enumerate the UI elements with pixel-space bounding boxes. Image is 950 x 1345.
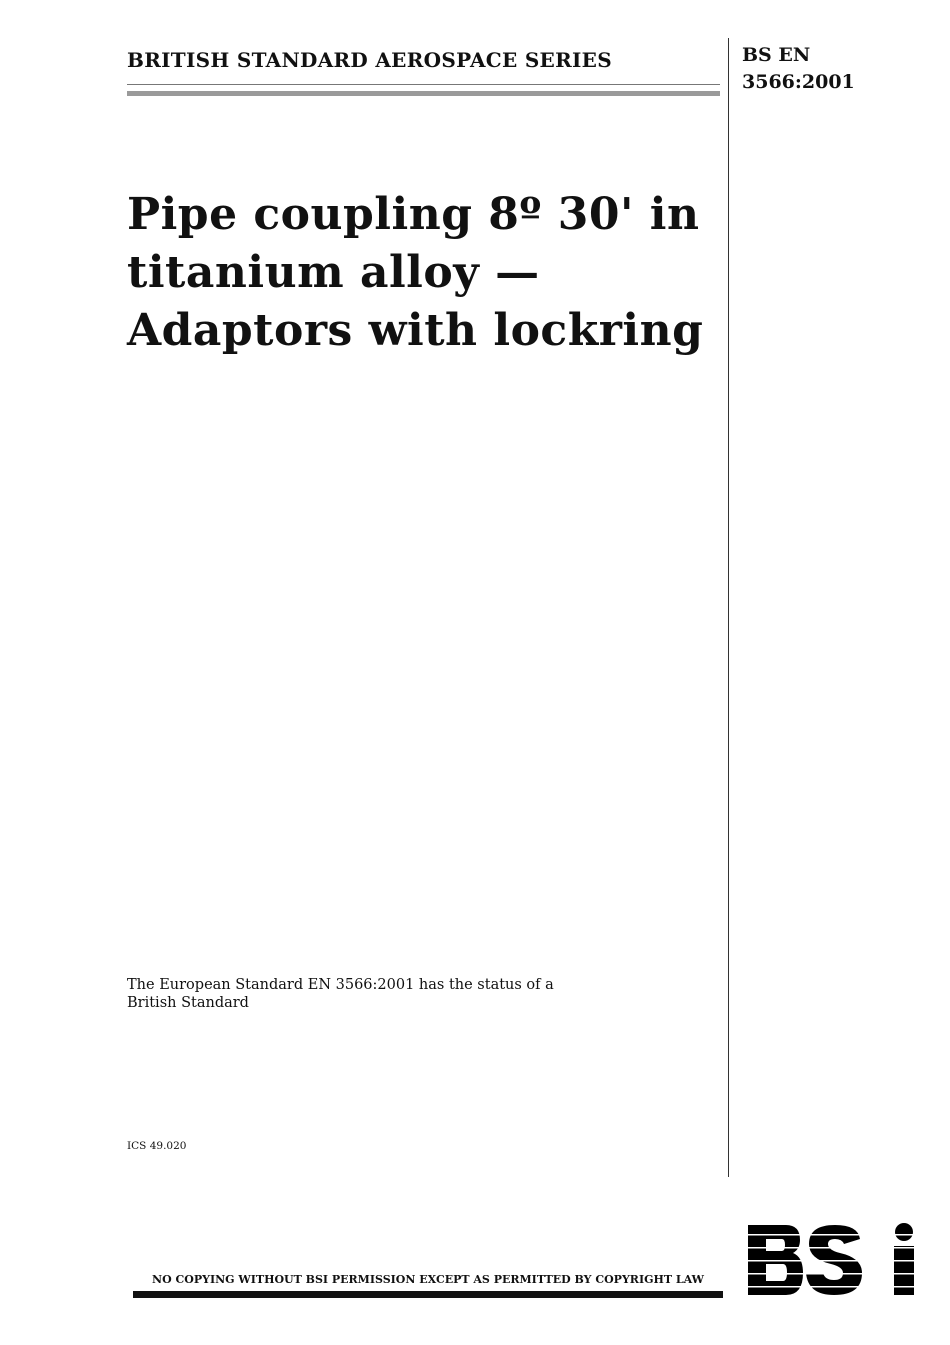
bsi-logo <box>746 1222 915 1300</box>
status-note <box>127 976 647 1012</box>
header-thick-rule <box>127 91 720 96</box>
standard-number-prefix: BS EN <box>742 44 811 66</box>
document-title-line2: titanium alloy — <box>127 247 540 298</box>
ics-code: ICS 49.020 <box>127 1140 187 1152</box>
vertical-divider <box>728 38 729 1177</box>
document-title-line1: Pipe coupling 8º 30' in <box>127 189 700 240</box>
standard-number-code: 3566:2001 <box>742 71 855 93</box>
copyright-notice: NO COPYING WITHOUT BSI PERMISSION EXCEPT AS PERMITTED BY COPYRIGHT LAW <box>152 1273 704 1286</box>
standard-number <box>742 42 942 96</box>
status-note-line1: The European Standard EN 3566:2001 has the status of a <box>127 977 554 993</box>
header-thin-rule <box>127 84 720 85</box>
document-title-line3: Adaptors with lockring <box>127 305 704 356</box>
series-title: BRITISH STANDARD AEROSPACE SERIES <box>127 48 612 72</box>
status-note-line2: British Standard <box>127 995 249 1011</box>
document-title <box>127 186 727 360</box>
footer-rule <box>133 1291 723 1298</box>
